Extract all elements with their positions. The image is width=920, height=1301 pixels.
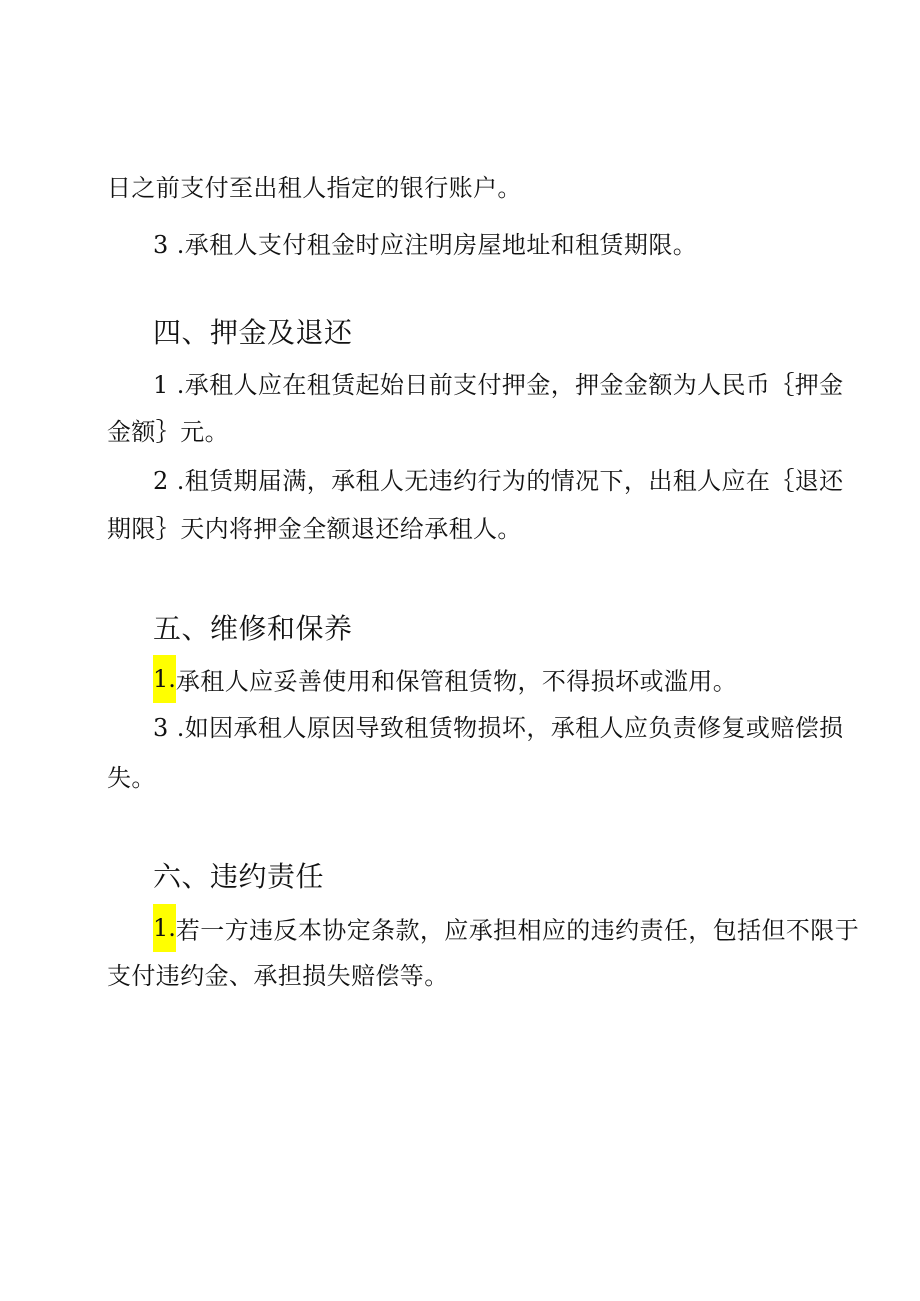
paragraph-line: 1 .承租人应在租赁起始日前支付押金，押金金额为人民币｛押金 bbox=[153, 371, 844, 399]
paragraph-line: 失。 bbox=[107, 764, 156, 792]
paragraph-line: 日之前支付至出租人指定的银行账户。 bbox=[107, 174, 522, 202]
paragraph-line: 3 .如因承租人原因导致租赁物损坏，承租人应负责修复或赔偿损 bbox=[153, 714, 844, 742]
paragraph-line: 金额｝元。 bbox=[107, 418, 229, 446]
paragraph-line: 支付违约金、承担损失赔偿等。 bbox=[107, 962, 449, 990]
paragraph-line: 2 .租赁期届满，承租人无违约行为的情况下，出租人应在｛退还 bbox=[153, 467, 844, 495]
section-heading-maintenance: 五、维修和保养 bbox=[153, 612, 353, 645]
highlighted-number: 1. bbox=[153, 655, 176, 703]
highlighted-number: 1. bbox=[153, 904, 176, 952]
paragraph-line bbox=[153, 663, 737, 703]
paragraph-line: 3 .承租人支付租金时应注明房屋地址和租赁期限。 bbox=[153, 231, 698, 259]
paragraph-text: 承租人应妥善使用和保管租赁物，不得损坏或滥用。 bbox=[175, 667, 738, 696]
section-heading-deposit: 四、押金及退还 bbox=[153, 316, 353, 349]
paragraph-line: 期限｝天内将押金全额退还给承租人。 bbox=[107, 515, 522, 543]
paragraph-line bbox=[153, 912, 859, 952]
section-heading-liability: 六、违约责任 bbox=[153, 860, 325, 893]
paragraph-text: 若一方违反本协定条款，应承担相应的违约责任，包括但不限于 bbox=[175, 916, 860, 945]
